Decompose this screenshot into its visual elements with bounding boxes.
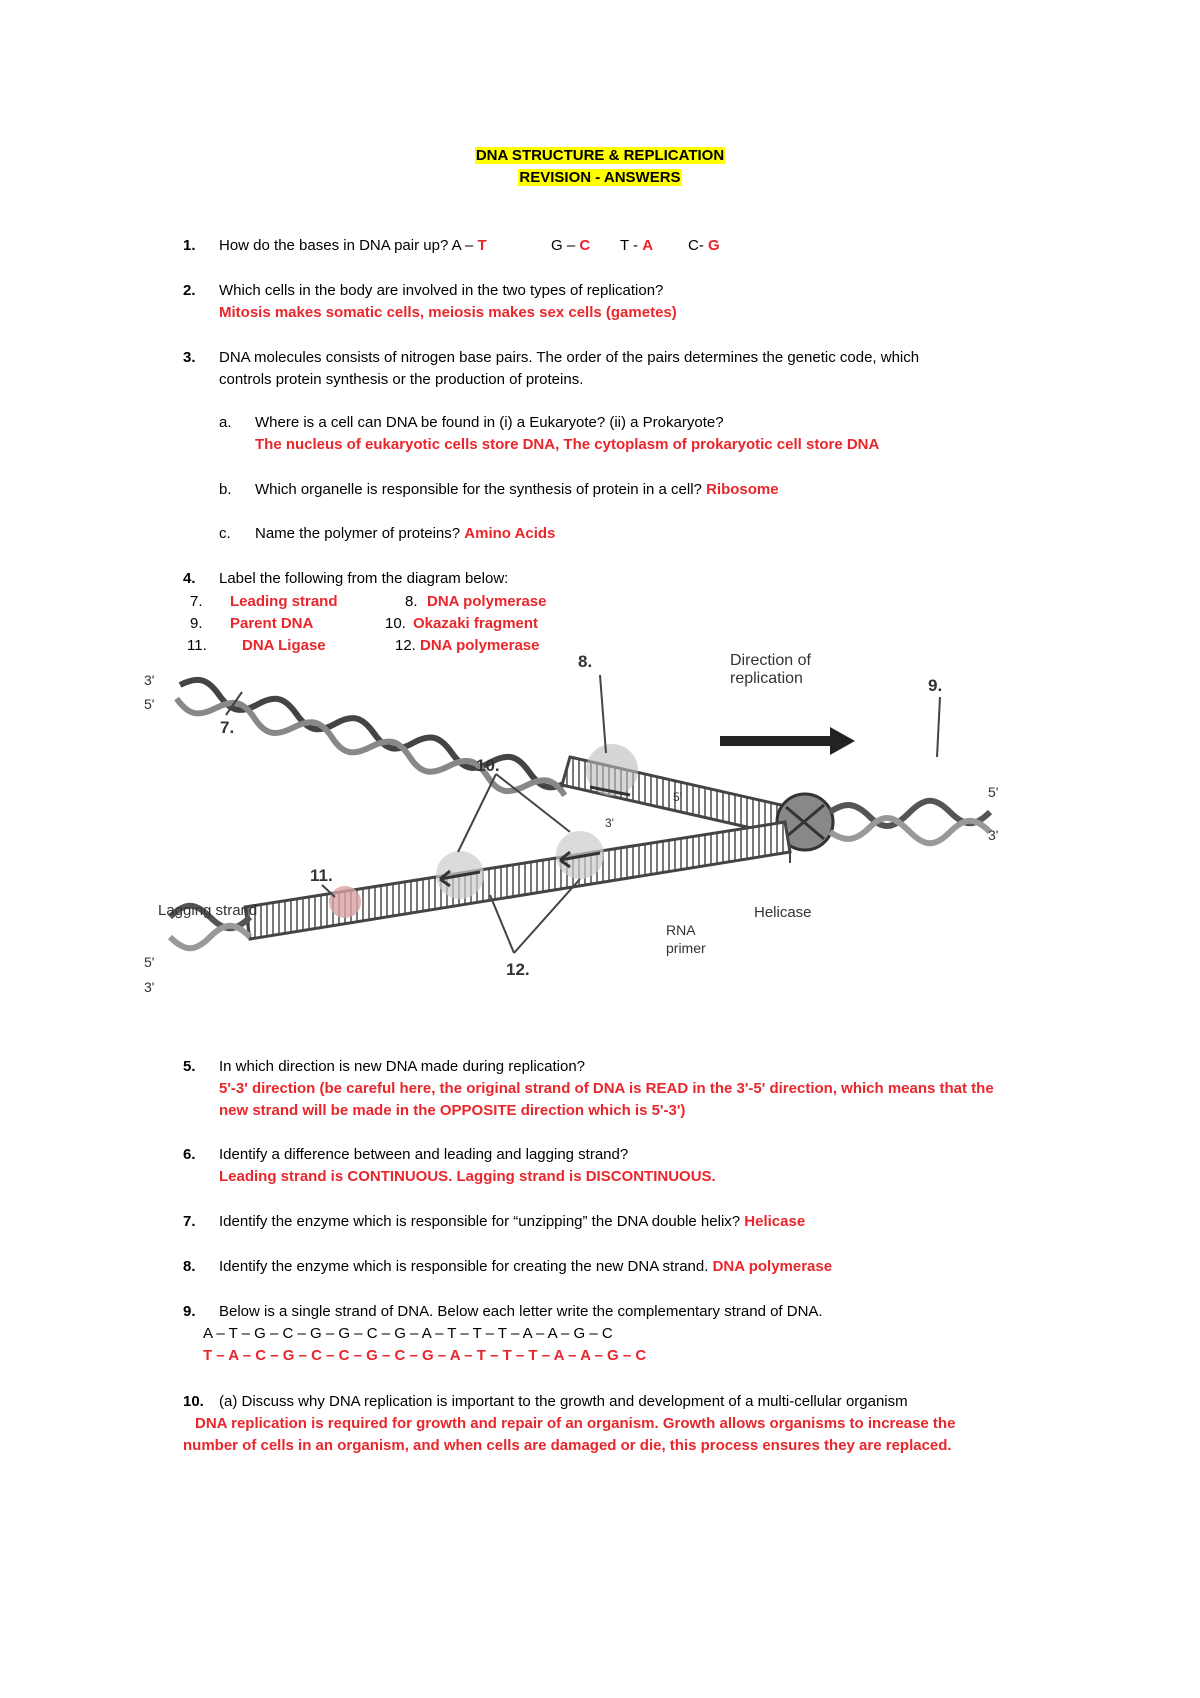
label-3prime-leading: 3' — [605, 816, 614, 830]
label-8: 8. — [578, 652, 593, 671]
label-lagging-strand: Lagging strand — [158, 902, 258, 919]
label-helicase: Helicase — [754, 904, 812, 921]
direction-arrow — [720, 727, 855, 755]
label-direction-2: replication — [730, 670, 803, 687]
label-3prime-right: 3' — [988, 827, 999, 843]
label-direction-1: Direction of — [730, 652, 811, 669]
label-10: 10. — [476, 756, 500, 775]
label-5prime-lagging: 5' — [673, 790, 682, 804]
parent-dna-helix — [830, 801, 990, 844]
page-title: DNA STRUCTURE & REPLICATION — [475, 147, 725, 164]
dna-replication-diagram — [144, 652, 1085, 1022]
label-7: 7. — [220, 718, 235, 737]
complementary-strand: T – A – C – G – C – C – G – C – G – A – T – T – T – A – A – G – C — [203, 1347, 647, 1364]
label-12: 12. — [506, 960, 530, 979]
label-rna: RNA — [666, 922, 696, 938]
label-9: 9. — [928, 676, 943, 695]
dna-ligase-11 — [329, 886, 361, 918]
label-5prime-right: 5' — [988, 784, 999, 800]
label-5prime-top-left: 5' — [144, 696, 155, 712]
label-5prime-bottom-left: 5' — [144, 954, 155, 970]
label-3prime-top-left: 3' — [144, 672, 155, 688]
worksheet-page: DNA STRUCTURE & REPLICATION REVISION - ANSWERS 1. How do the bases in DNA pair up? A – T G – C T - A C- G 2. Which cells in the body are involved in the two types of replication? Mitosis makes somatic cells, meiosis makes sex cells (gametes) 3. DNA molecules consists of nitrogen base pairs. The order of the pairs determines the genetic code, which controls protein synthesis or the production of proteins. a. Where is a cell can DNA be found in (i) a Eukaryote? (ii) a Prokaryote? The nucleus of eukaryotic cells store DNA, The cytoplasm of prokaryotic cell store DNA b. Which organelle is responsible for the synthesis of protein in a cell? Ribosome c. Name the polymer of proteins? Amino Acids 4. Label the following from the diagram below: 7. Leading strand 8. DNA polymerase 9. Parent DNA 10. Okazaki fragment 11. DNA Ligase 12. DNA polymerase 3' 5' 7. 8. Direction of replication 9. 5' 3' 3' 5' 10. 11. Lagging strand Helicase RNA primer 5' 3' 12. 5. In which direction is new DNA made during replication? 5'-3' direction (be careful here, the original strand of DNA is READ in the 3'-5' direction, which means that the new strand will be made in the OPPOSITE direction which is 5'-3') 6. Identify a difference between and leading and lagging strand? Leading strand is CONTINUOUS. Lagging strand is DISCONTINUOUS. 7. Identify the enzyme which is responsible for “unzipping” the DNA double helix? Helicase 8. Identify the enzyme which is responsible for creating the new DNA strand. DNA polymerase 9. Below is a single strand of DNA. Below each letter write the complementary strand of DNA. A – T – G – C – G – G – C – G – A – T – T – T – A – A – G – C T – A – C – G – C – C – G – C – G – A – T – T – T – A – A – G – C 10. (a) Discuss why DNA replication is important to the growth and development of a multi-cellular organism DNA replication is required for growth and repair of an organism. Growth allows organisms to increase the number of cells in an organism, and when cells are damaged or die, this process ensures they are replaced. — [0, 0, 1200, 1698]
label-11: 11. — [310, 866, 333, 885]
label-primer: primer — [666, 940, 706, 956]
label-3prime-bottom-left: 3' — [144, 979, 155, 995]
dna-strand: A – T – G – C – G – G – C – G – A – T – T – T – A – A – G – C — [203, 1325, 613, 1342]
page-subtitle: REVISION - ANSWERS — [519, 169, 681, 186]
